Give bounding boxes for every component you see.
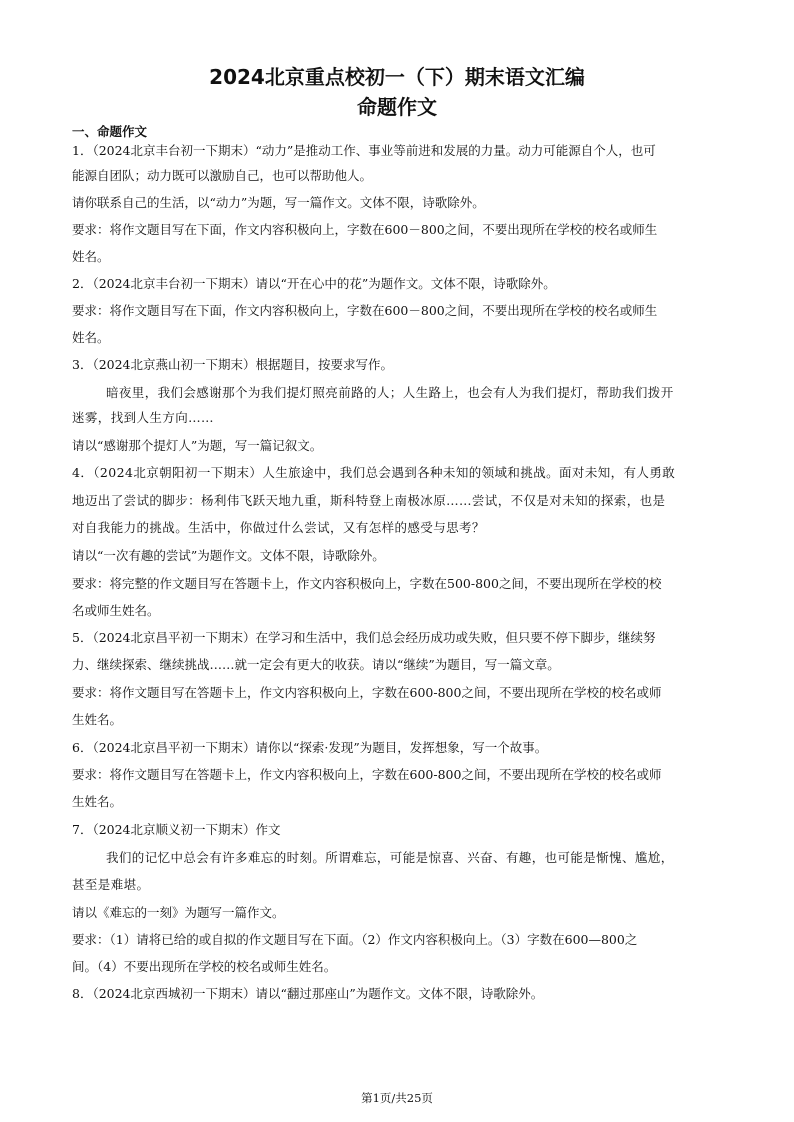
question-3-instruction: 请以“感谢那个提灯人”为题，写一篇记叙文。 — [72, 438, 323, 453]
question-8-line: 8．（2024北京西城初一下期末）请以“翻过那座山”为题作文。文体不限，诗歌除外。 — [72, 986, 544, 1001]
question-4-requirement: 要求：将完整的作文题目写在答题卡上，作文内容积极向上，字数在500-800之间，不要出现所在学校的校 — [72, 576, 662, 591]
question-2-requirement: 要求：将作文题目写在下面，作文内容积极向上，字数在600－800之间，不要出现所在学校的校名或师生 — [72, 303, 658, 318]
question-7-requirement: 间。（4）不要出现所在学校的校名或师生姓名。 — [72, 959, 337, 974]
question-5-line: 5．（2024北京昌平初一下期末）在学习和生活中，我们总会经历成功或失败，但只要不停下脚步，继续努 — [72, 630, 656, 645]
question-7-passage: 我们的记忆中总会有许多难忘的时刻。所谓难忘，可能是惊喜、兴奋、有趣，也可能是惭愧、尴尬， — [106, 850, 674, 865]
question-1-line: 1．（2024北京丰台初一下期末）“动力”是推动工作、事业等前进和发展的力量。动力可能源自个人，也可 — [72, 143, 656, 158]
question-6-requirement: 生姓名。 — [72, 794, 123, 809]
question-4-line: 4．（2024北京朝阳初一下期末）人生旅途中，我们总会遇到各种未知的领域和挑战。面对未知，有人勇敢 — [72, 465, 676, 480]
question-7-passage: 甚至是难堪。 — [72, 877, 150, 892]
question-6-requirement: 要求：将作文题目写在答题卡上，作文内容积极向上，字数在600-800之间，不要出现所在学校的校名或师 — [72, 767, 662, 782]
question-4-requirement: 名或师生姓名。 — [72, 603, 160, 618]
question-7-requirement: 要求：（1）请将已给的或自拟的作文题目写在下面。（2）作文内容积极向上。（3）字数在600—800之 — [72, 932, 638, 947]
document-subtitle: 命题作文 — [357, 95, 437, 119]
question-2-requirement: 姓名。 — [72, 330, 110, 345]
question-4-line: 对自我能力的挑战。生活中，你做过什么尝试，又有怎样的感受与思考？ — [72, 520, 485, 535]
question-6-line: 6．（2024北京昌平初一下期末）请你以“探索·发现”为题目，发挥想象，写一个故事。 — [72, 740, 548, 755]
page-number: 第1页/共25页 — [361, 1091, 433, 1105]
question-4-line: 地迈出了尝试的脚步：杨利伟飞跃天地九重，斯科特登上南极冰原……尝试，不仅是对未知的探索，也是 — [72, 493, 666, 508]
question-5-requirement: 要求：将作文题目写在答题卡上，作文内容积极向上，字数在600-800之间，不要出现所在学校的校名或师 — [72, 685, 662, 700]
question-2-line: 2．（2024北京丰台初一下期末）请以“开在心中的花”为题作文。文体不限，诗歌除外。 — [72, 276, 556, 291]
section-heading: 一、命题作文 — [72, 124, 148, 139]
question-1-requirement: 要求：将作文题目写在下面，作文内容积极向上，字数在600－800之间，不要出现所在学校的校名或师生 — [72, 222, 658, 237]
question-3-passage: 暗夜里，我们会感谢那个为我们提灯照亮前路的人；人生路上，也会有人为我们提灯，帮助我们拨开 — [106, 385, 674, 400]
question-1-instruction: 请你联系自己的生活，以“动力”为题，写一篇作文。文体不限，诗歌除外。 — [72, 195, 485, 210]
question-5-requirement: 生姓名。 — [72, 712, 123, 727]
question-5-line: 力、继续探索、继续挑战……就一定会有更大的收获。请以“继续”为题目，写一篇文章。 — [72, 657, 560, 672]
document-title: 2024北京重点校初一（下）期末语文汇编 — [209, 65, 585, 89]
question-1-requirement: 姓名。 — [72, 249, 110, 264]
question-7-line: 7．（2024北京顺义初一下期末）作文 — [72, 822, 281, 837]
question-4-instruction: 请以“一次有趣的尝试”为题作文。文体不限，诗歌除外。 — [72, 548, 385, 563]
question-3-passage: 迷雾，找到人生方向…… — [72, 410, 214, 425]
question-1-line: 能源自团队；动力既可以激励自己，也可以帮助他人。 — [72, 168, 373, 183]
question-7-instruction: 请以《难忘的一刻》为题写一篇作文。 — [72, 905, 285, 920]
question-3-line: 3．（2024北京燕山初一下期末）根据题目，按要求写作。 — [72, 357, 394, 372]
